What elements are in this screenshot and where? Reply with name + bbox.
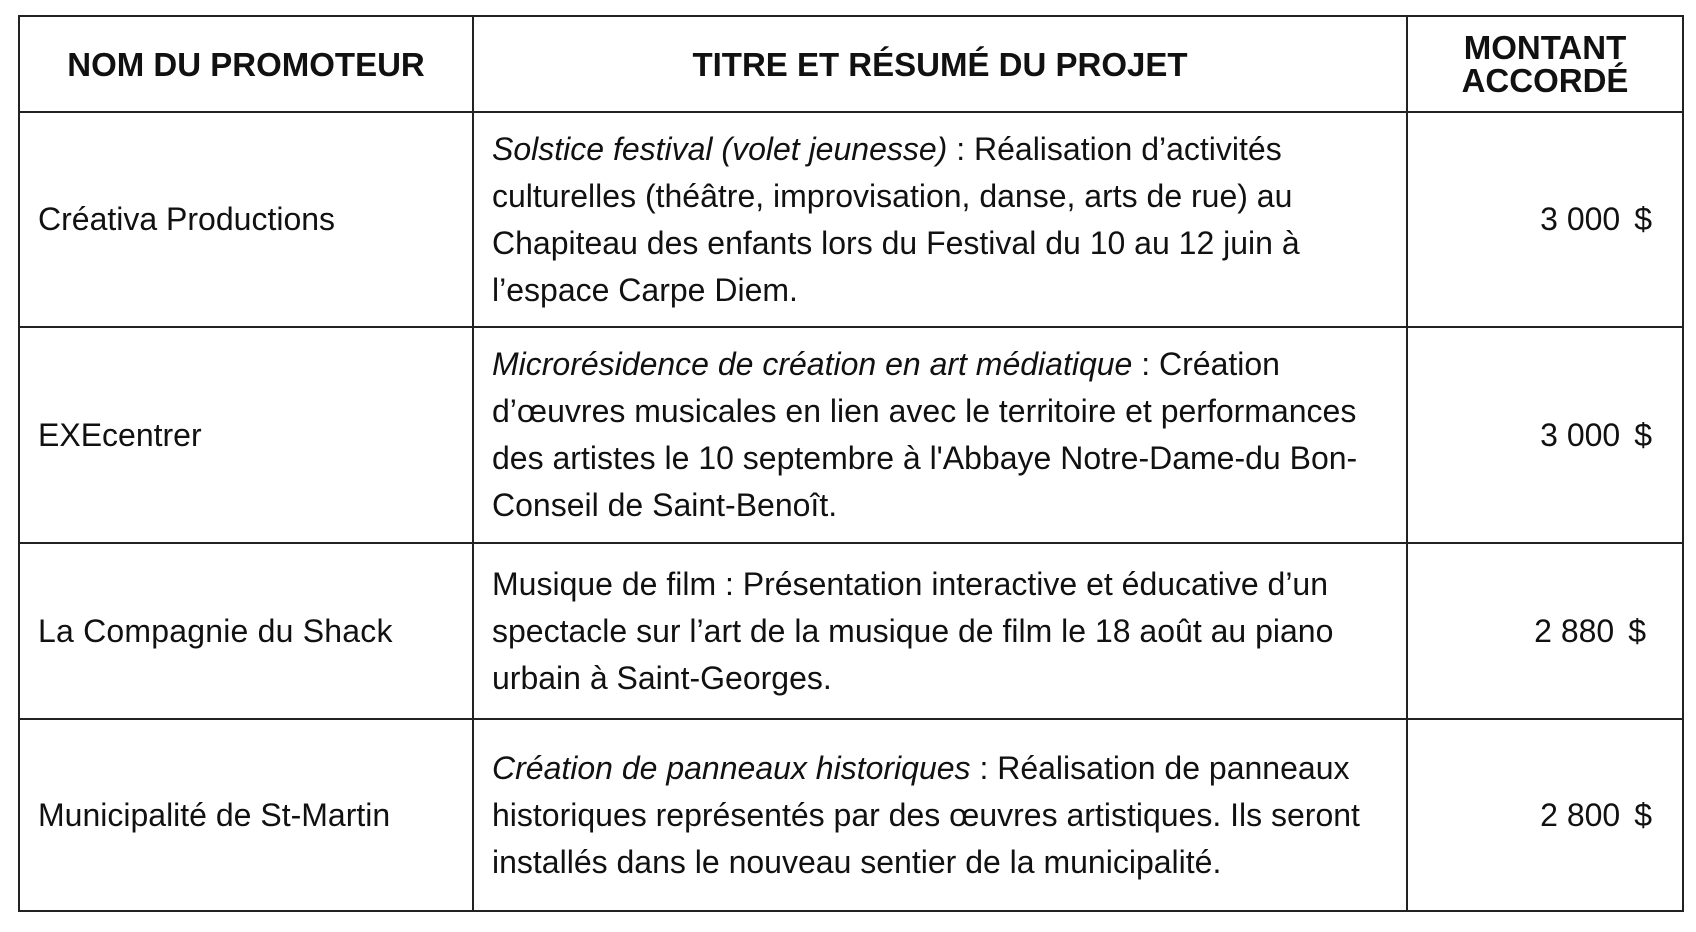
table-row <box>19 543 1683 719</box>
project-cell <box>473 719 1407 911</box>
title-separator: : <box>1132 346 1160 382</box>
header-promoter: NOM DU PROMOTEUR <box>19 16 473 112</box>
amount-value: 3 000 <box>1540 201 1621 237</box>
amount-value: 2 880 <box>1534 612 1615 649</box>
project-title: Microrésidence de création en art médiatique <box>492 346 1133 382</box>
project-title: Solstice festival (volet jeunesse) <box>492 130 948 167</box>
currency-symbol: $ <box>1634 416 1652 453</box>
project-cell: Musique de film : Présentation interactive et éducative d’un spectacle sur l’art de la musique de film le 18 août au piano urbain à Saint-Georges. <box>473 543 1407 719</box>
project-cell <box>473 112 1407 327</box>
amount-cell <box>1407 327 1683 543</box>
project-title: Création de panneaux historiques <box>492 749 971 786</box>
table-row <box>19 327 1683 543</box>
header-row <box>19 16 1683 112</box>
header-amount-line1: MONTANT <box>1463 29 1627 66</box>
promoter-cell: Créativa Productions <box>19 112 473 327</box>
amount-cell <box>1407 112 1683 327</box>
promoter-cell: Municipalité de St-Martin <box>19 719 473 911</box>
promoter-cell: La Compagnie du Shack <box>19 543 473 719</box>
table-row <box>19 112 1683 327</box>
header-amount-line2: ACCORDÉ <box>1461 62 1629 99</box>
table-row <box>19 719 1683 911</box>
header-project: TITRE ET RÉSUMÉ DU PROJET <box>473 16 1407 112</box>
table-body <box>19 112 1683 911</box>
amount-value: 3 000 <box>1540 416 1621 453</box>
currency-symbol: $ <box>1634 201 1652 237</box>
title-separator: : <box>970 749 998 786</box>
amount-cell <box>1407 543 1683 719</box>
promoter-cell: EXEcentrer <box>19 327 473 543</box>
project-summary: Création d’œuvres musicales en lien avec le territoire et performances des artistes le 10 septembre à l'Abbaye Notre-Dame-du Bon-Conseil de Saint-Benoît. <box>492 346 1358 523</box>
title-separator: : <box>947 130 974 167</box>
project-summary: Réalisation de panneaux historiques représentés par des œuvres artistiques. Ils seront installés dans le nouveau sentier de la municipalité. <box>492 749 1360 880</box>
currency-symbol: $ <box>1634 796 1652 833</box>
grants-table <box>18 15 1684 912</box>
table-header <box>19 16 1683 112</box>
project-cell <box>473 327 1407 543</box>
project-summary: Réalisation d’activités culturelles (théâtre, improvisation, danse, arts de rue) au Chapiteau des enfants lors du Festival du 10 au 12 juin à l’espace Carpe Diem. <box>492 130 1300 308</box>
currency-symbol: $ <box>1628 612 1646 649</box>
amount-value: 2 800 <box>1540 796 1621 833</box>
amount-cell <box>1407 719 1683 911</box>
header-amount <box>1407 16 1683 112</box>
